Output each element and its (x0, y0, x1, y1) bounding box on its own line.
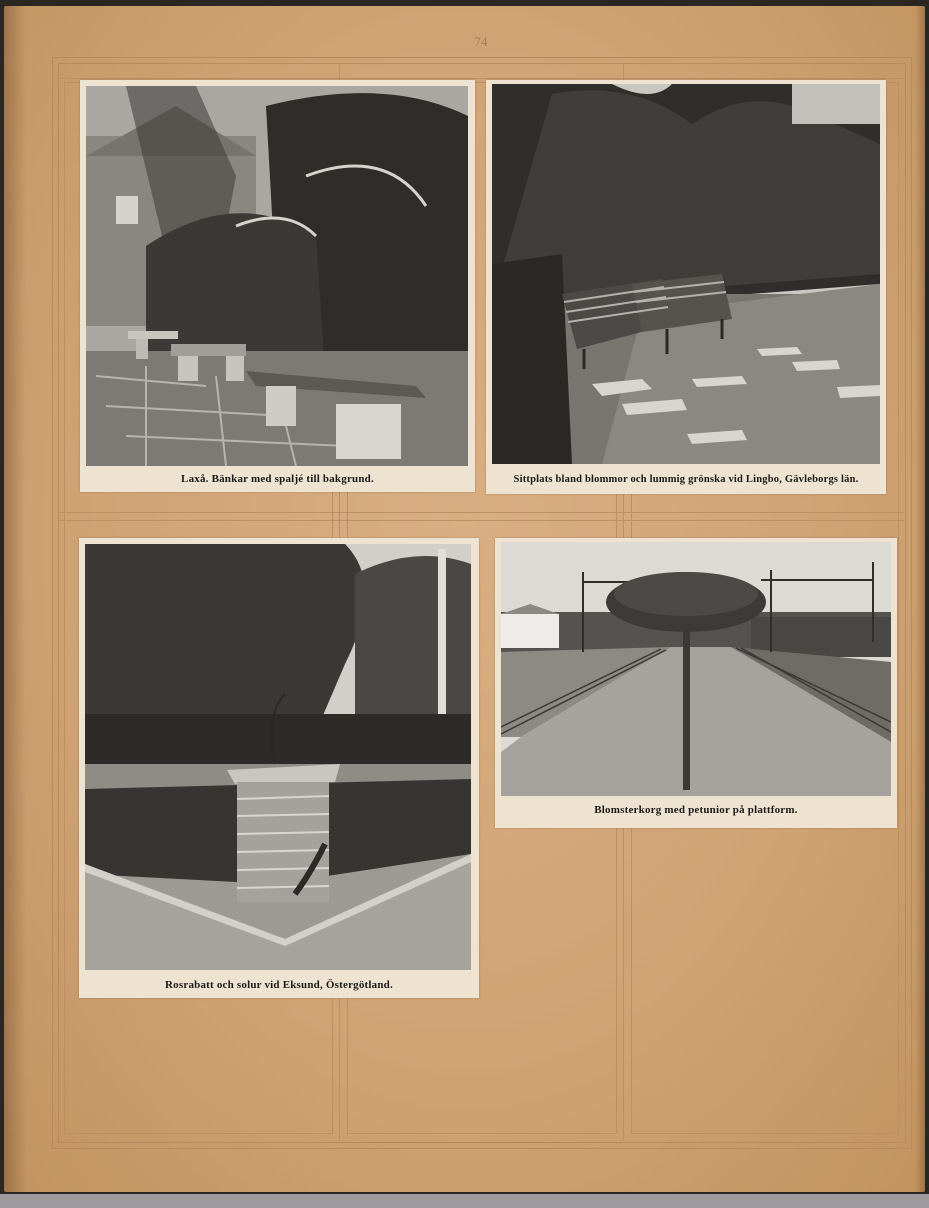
photo-caption: Blomsterkorg med petunior på plattform. (594, 804, 798, 816)
photo-caption: Sittplats bland blommor och lummig grönska vid Lingbo, Gävleborgs län. (513, 474, 859, 485)
photo-caption: Rosrabatt och solur vid Eksund, Östergötland. (165, 979, 393, 991)
photo-benches-lawn (492, 84, 880, 464)
photo-clipping (495, 538, 897, 828)
page-bottom-edge (0, 1194, 929, 1208)
photo-benches-trellis (86, 86, 468, 466)
photo-clipping (80, 80, 475, 492)
photo-clipping (79, 538, 479, 998)
photo-flower-basket-platform (501, 542, 891, 796)
photo-clipping (486, 80, 886, 494)
page-edge (915, 6, 925, 1192)
grid-rule (58, 78, 904, 79)
photo-sundial-rosebed (85, 544, 471, 970)
spine-shadow (4, 6, 26, 1192)
photo-caption: Laxå. Bänkar med spaljé till bakgrund. (181, 473, 374, 485)
page-number: 74 (474, 34, 488, 49)
